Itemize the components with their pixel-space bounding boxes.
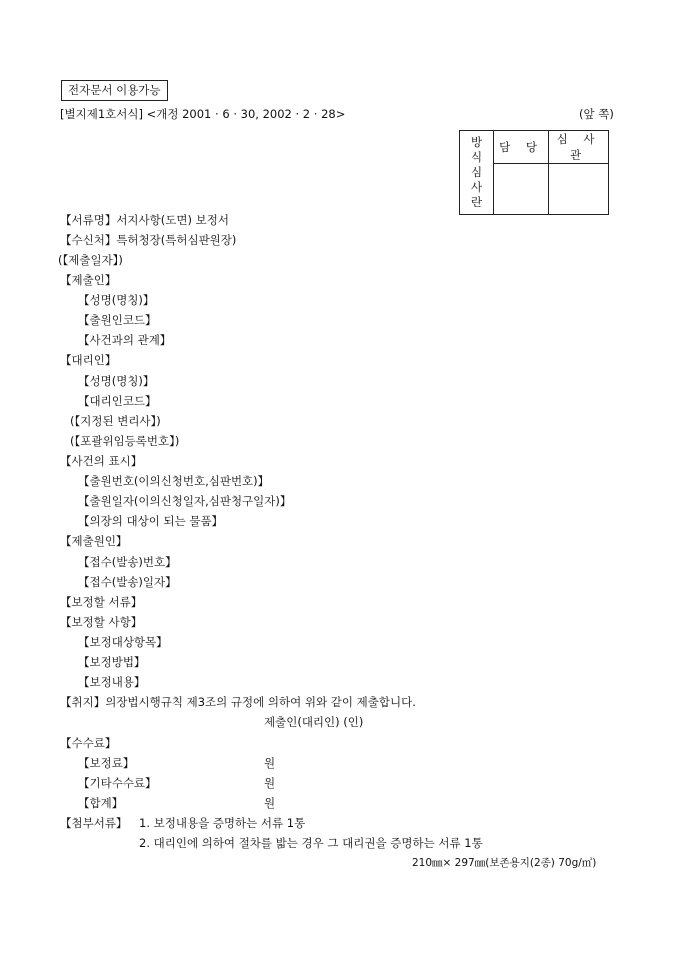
field-amend-target: 【보정대상항목】 [78,635,168,649]
field-agent-general-no: (【포괄위임등록번호】) [70,434,180,448]
field-doc-name: 【서류명】서지사항(도면) 보정서 [60,213,229,227]
field-purpose: 【취지】의장법시행규칙 제3조의 규정에 의하여 위와 같이 제출합니다. [60,695,416,709]
attach-item-2: 2. 대리인에 의하여 절차를 밟는 경우 그 대리권을 증명하는 서류 1통 [139,836,483,850]
review-cell-manager [494,164,549,215]
field-agent-code: 【대리인코드】 [78,394,157,408]
field-submitter: 【제출인】 [60,273,117,287]
fee-total-unit: 원 [264,796,276,810]
field-fees: 【수수료】 [60,736,117,750]
field-fee-total: 【합계】 [78,796,124,810]
review-side-label: 방 식 심 사 란 [460,131,494,215]
field-case-app-date: 【출원일자(이의신청일자,심판청구일자)】 [78,494,292,508]
review-col-examiner: 심 사 관 [549,131,609,164]
review-box [459,130,609,215]
field-amend-items: 【보정할 사항】 [60,615,143,629]
field-submitter-relation: 【사건과의 관계】 [78,333,172,347]
field-agent-name: 【성명(명칭)】 [78,374,155,388]
field-recipient: 【수신처】특허청장(특허심판원장) [60,233,237,247]
field-case: 【사건의 표시】 [60,454,143,468]
field-case-app-no: 【출원번호(이의신청번호,심판번호)】 [78,474,270,488]
field-fee-amend: 【보정료】 [78,756,135,770]
electronic-doc-tag: 전자문서 이용가능 [61,80,168,101]
fee-amend-unit: 원 [264,756,276,770]
field-agent: 【대리인】 [60,353,117,367]
field-applicant: 【제출원인】 [60,534,128,548]
field-amend-method: 【보정방법】 [78,655,146,669]
review-cell-examiner [549,164,609,215]
field-submitter-name: 【성명(명칭)】 [78,293,155,307]
paper-spec: 210㎜× 297㎜(보존용지(2종) 70g/㎡) [412,857,597,869]
review-col-manager: 담 당 [494,131,549,164]
field-submitter-code: 【출원인코드】 [78,313,157,327]
field-receipt-no: 【접수(발송)번호】 [78,555,177,569]
field-fee-other: 【기타수수료】 [78,776,157,790]
attach-item-1: 1. 보정내용을 증명하는 서류 1통 [139,816,306,830]
field-agent-designated: (【지정된 변리사】) [70,414,161,428]
field-signer: 제출인(대리인) (인) [264,715,364,729]
form-number: [별지제1호서식] <개정 2001 · 6 · 30, 2002 · 2 · 28> [60,107,346,121]
field-amend-content: 【보정내용】 [78,675,146,689]
field-case-article: 【의장의 대상이 되는 물품】 [78,514,224,528]
fee-other-unit: 원 [264,776,276,790]
field-attach-label: 【첨부서류】 [60,816,128,830]
page-side: (앞 쪽) [579,107,614,121]
field-receipt-date: 【접수(발송)일자】 [78,575,177,589]
field-submit-date: (【제출일자】) [58,253,123,267]
field-amend-doc: 【보정할 서류】 [60,595,143,609]
